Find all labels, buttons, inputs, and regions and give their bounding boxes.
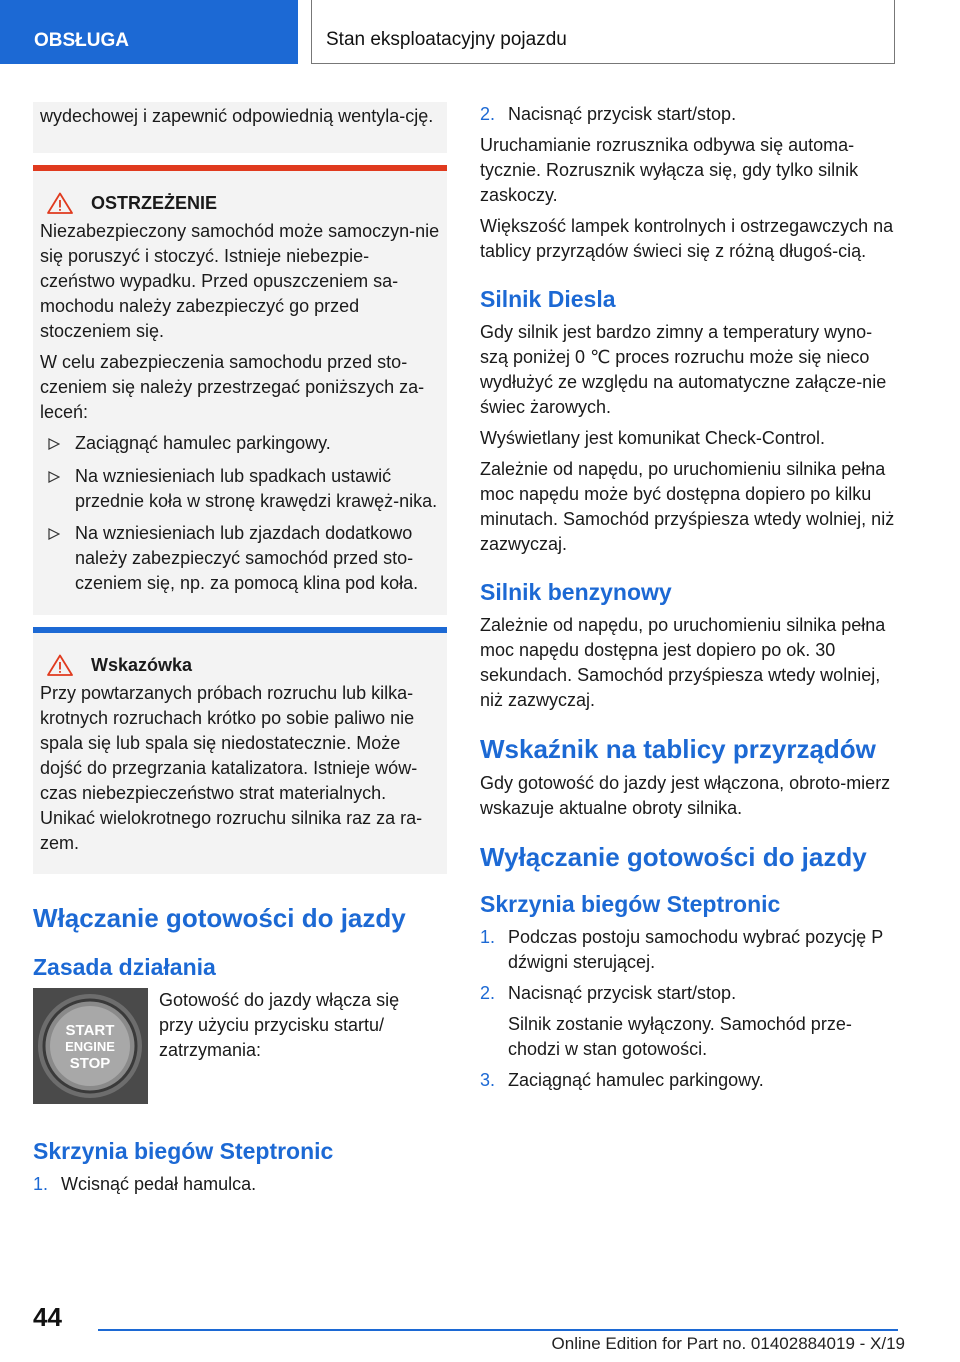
warning-paragraph-1: Niezabezpieczony samochód może samoczyn-nie się poruszyć i stoczyć. Istnieje niebezpie-czeństwo wypadku. Przed opuszczeniem sa-mochodu należy zabezpieczyć go przed stoczeniem się. [40,221,440,341]
step-text: Nacisnąć przycisk start/stop. [508,983,737,1003]
list-item-text: Na wzniesieniach lub spadkach ustawić przednie koła w stronę krawędzi krawęż-nika. [75,466,438,511]
warning-list [40,431,440,596]
left-column [33,102,447,1203]
warning-box [33,165,447,615]
diesel-paragraph-2: Wyświetlany jest komunikat Check-Control. [480,428,825,448]
list-item [40,431,440,457]
warning-paragraph-2: W celu zabezpieczenia samochodu przed sto-czeniem się należy przestrzegać poniższych za-leceń: [40,352,425,422]
footer-divider [98,1329,898,1331]
step-note: Silnik zostanie wyłączony. Samochód prze-chodzi w stan gotowości. [508,1014,852,1059]
footer-edition: Online Edition for Part no. 01402884019 - X/19 [551,1334,905,1353]
diesel-paragraph-1: Gdy silnik jest bardzo zimny a temperatury wyno-szą poniżej 0 ℃ proces rozruchu może się nieco wydłużyć ze względu na automatyczne załącze-nie świec żarowych. [480,322,887,417]
subheading-steptronic: Skrzynia biegów Steptronic [33,1138,334,1164]
step-item [480,102,900,127]
section-tab [0,0,298,64]
step-text: Podczas postoju samochodu wybrać pozycję P dźwigni sterującej. [508,927,883,972]
list-item-text: Zaciągnąć hamulec parkingowy. [75,433,331,453]
step-number: 2. [480,104,496,124]
triangle-bullet-icon [40,521,75,596]
step-item [480,1068,900,1093]
subheading-steptronic-off: Skrzynia biegów Steptronic [480,891,781,917]
step-number: 1. [480,927,496,947]
section-heading-off: Wyłączanie gotowości do jazdy [480,842,867,872]
section-title: OBSŁUGA [34,30,129,51]
subheading-petrol: Silnik benzynowy [480,579,672,605]
step-item [480,925,900,975]
warning-title-row [40,191,440,215]
triangle-bullet-icon [40,431,75,457]
continuation-text: wydechowej i zapewnić odpowiednią wentyla-cję. [40,106,434,126]
step-text: Zaciągnąć hamulec parkingowy. [508,1070,764,1090]
list-item [40,521,440,596]
button-line-engine: ENGINE [65,1039,115,1054]
section-heading-start: Włączanie gotowości do jazdy [33,903,406,933]
triangle-bullet-icon [40,464,75,514]
step-number: 1. [33,1174,49,1194]
starter-paragraph: Uruchamianie rozrusznika odbywa się automa-tycznie. Rozrusznik wyłącza się, gdy tylko silnik zaskoczy. [480,135,859,205]
step-item [33,1172,447,1197]
hint-title: Wskazówka [91,655,193,675]
step-item [480,981,900,1006]
warning-triangle-icon [47,654,73,676]
lamps-paragraph: Większość lampek kontrolnych i ostrzegawczych na tablicy przyrządów świeci się z różną długoś-cią. [480,216,894,261]
diesel-paragraph-3: Zależnie od napędu, po uruchomieniu silnika pełna moc napędu może być dostępna dopiero po kilku minutach. Samochód przyśpiesza wtedy wolniej, niż zazwyczaj. [480,459,895,554]
list-item-text: Na wzniesieniach lub zjazdach dodatkowo należy zabezpieczyć samochód przed sto-czeniem się, np. za pomocą klina pod koła. [75,523,419,593]
step-number: 3. [480,1070,496,1090]
step-text: Wcisnąć pedał hamulca. [61,1174,257,1194]
button-line-start: START [65,1022,115,1039]
hint-box [33,627,447,874]
principle-text: Gotowość do jazdy włącza się przy użyciu przycisku startu/ zatrzymania: [159,990,400,1060]
principle-row [33,988,447,1104]
subheading-diesel: Silnik Diesla [480,286,616,312]
right-column [480,102,900,1099]
hint-text: Przy powtarzanych próbach rozruchu lub kilka-krotnych rozruchach krótko po sobie paliwo nie spala się lub spala się niedostatecznie. Może dojść do przegrzania katalizatora. Istnieje wów-czas niebezpieczeństwo strat materialnych. Unikać wielokrotnego rozruchu silnika raz za ra-zem. [40,683,423,853]
button-line-stop: STOP [69,1055,111,1072]
warning-triangle-icon [47,192,73,214]
section-heading-indicator: Wskaźnik na tablicy przyrządów [480,734,876,764]
indicator-paragraph: Gdy gotowość do jazdy jest włączona, obroto-mierz wskazuje aktualne obroty silnika. [480,773,891,818]
hint-title-row [40,653,440,677]
page-number: 44 [33,1302,62,1332]
step-number: 2. [480,983,496,1003]
start-stop-button-image [33,988,148,1104]
continuation-box [33,102,447,153]
chapter-header [311,0,895,64]
warning-title: OSTRZEŻENIE [91,193,218,213]
list-item [40,464,440,514]
subheading-principle: Zasada działania [33,954,216,980]
step-text: Nacisnąć przycisk start/stop. [508,104,737,124]
chapter-title: Stan eksploatacyjny pojazdu [326,29,567,50]
petrol-paragraph: Zależnie od napędu, po uruchomieniu silnika pełna moc napędu dostępna jest dopiero po ok. 30 sekundach. Samochód przyśpiesza wtedy wolniej, niż zazwyczaj. [480,615,886,710]
